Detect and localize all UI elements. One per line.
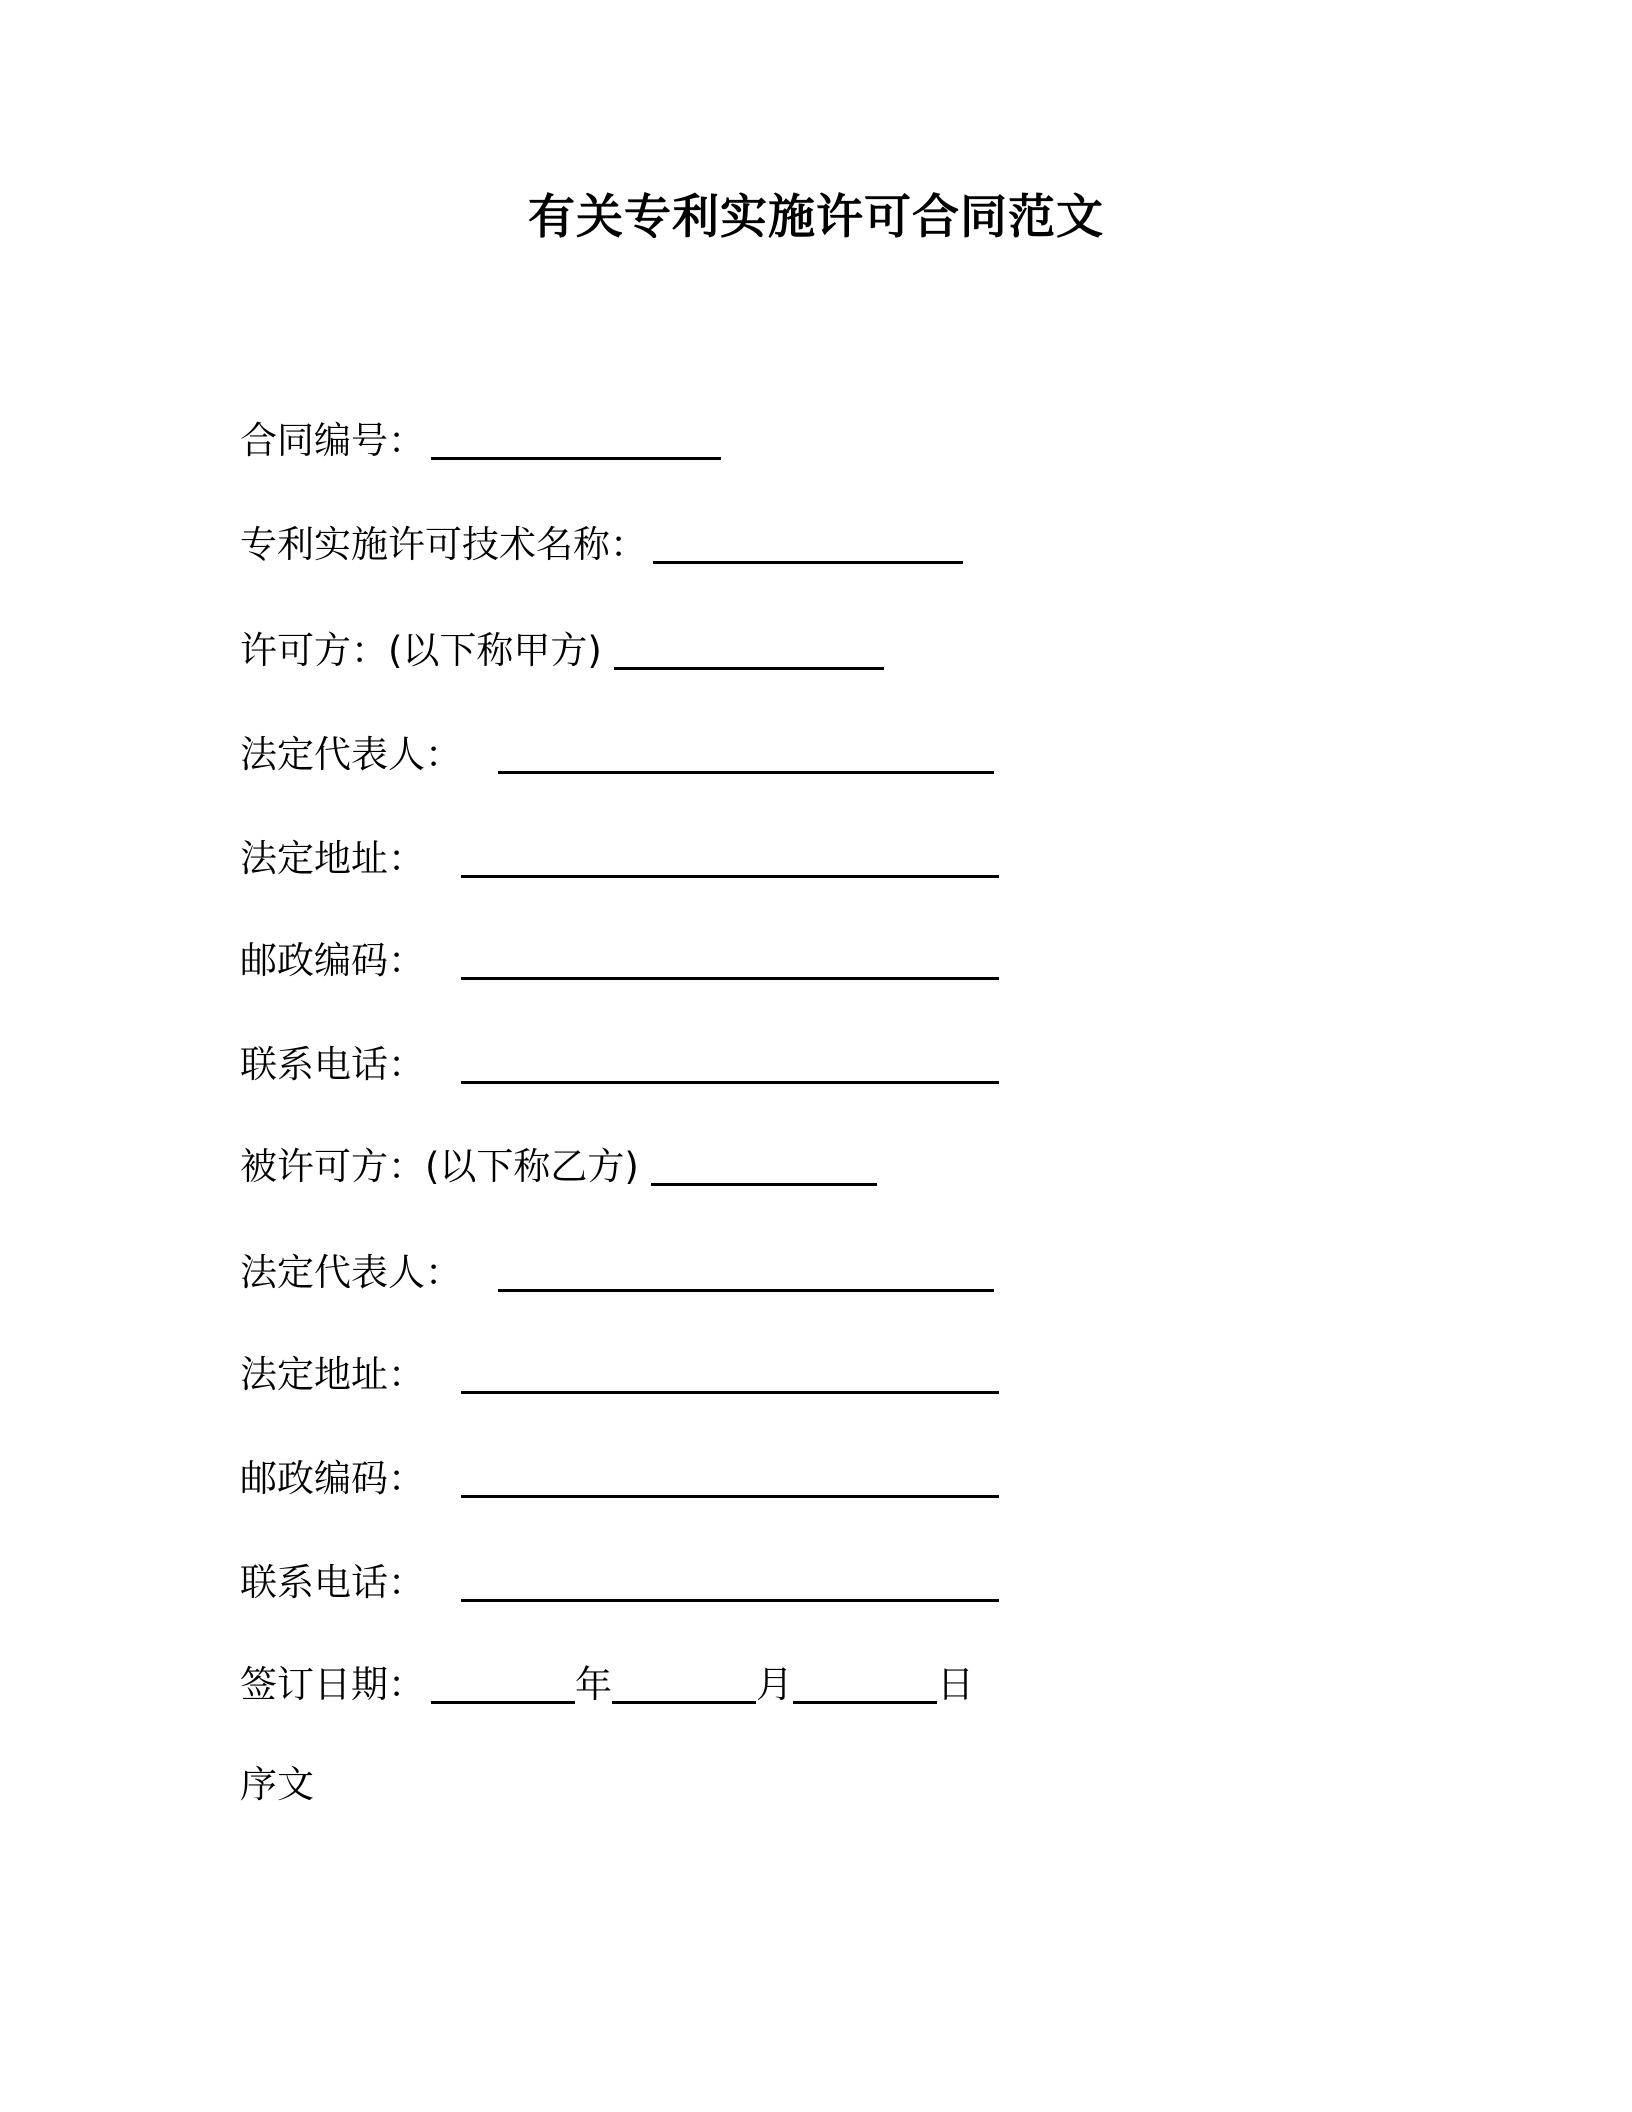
- sign-day-blank[interactable]: [793, 1661, 937, 1704]
- licensor-postcode-blank[interactable]: [461, 937, 999, 980]
- licensee-rep-field: [240, 1244, 994, 1298]
- sign-date-field: [240, 1656, 974, 1710]
- licensee-address-label: 法定地址：: [240, 1353, 425, 1396]
- licensor-address-field: [240, 830, 999, 884]
- licensor-rep-field: [240, 726, 994, 780]
- contract-number-label: 合同编号：: [240, 419, 425, 462]
- licensee-blank[interactable]: [651, 1143, 877, 1186]
- sign-year-blank[interactable]: [431, 1661, 575, 1704]
- year-label: 年: [575, 1663, 612, 1706]
- licensee-field: [240, 1138, 877, 1192]
- preface-heading: 序文: [240, 1763, 314, 1806]
- day-label: 日: [937, 1663, 974, 1706]
- sign-month-blank[interactable]: [612, 1661, 756, 1704]
- licensor-postcode-label: 邮政编码：: [240, 939, 425, 982]
- licensee-rep-blank[interactable]: [498, 1249, 994, 1292]
- licensee-postcode-label: 邮政编码：: [240, 1457, 425, 1500]
- licensor-label: 许可方：(以下称甲方): [240, 629, 602, 672]
- licensor-address-blank[interactable]: [461, 835, 999, 878]
- licensor-rep-label: 法定代表人：: [240, 733, 462, 776]
- licensor-phone-label: 联系电话：: [240, 1043, 425, 1086]
- licensee-address-field: [240, 1346, 999, 1400]
- licensee-phone-field: [240, 1554, 999, 1608]
- month-label: 月: [756, 1663, 793, 1706]
- licensee-rep-label: 法定代表人：: [240, 1251, 462, 1294]
- licensee-address-blank[interactable]: [461, 1351, 999, 1394]
- licensee-postcode-blank[interactable]: [461, 1455, 999, 1498]
- licensor-blank[interactable]: [614, 627, 884, 670]
- licensee-phone-label: 联系电话：: [240, 1561, 425, 1604]
- licensor-rep-blank[interactable]: [498, 731, 994, 774]
- licensor-address-label: 法定地址：: [240, 837, 425, 880]
- licensor-postcode-field: [240, 932, 999, 986]
- licensor-field: [240, 622, 884, 676]
- licensee-postcode-field: [240, 1450, 999, 1504]
- tech-name-label: 专利实施许可技术名称：: [240, 523, 647, 566]
- licensee-phone-blank[interactable]: [461, 1559, 999, 1602]
- tech-name-blank[interactable]: [653, 521, 963, 564]
- licensee-label: 被许可方：(以下称乙方): [240, 1145, 639, 1188]
- contract-number-field: [240, 412, 721, 466]
- tech-name-field: [240, 516, 963, 570]
- sign-date-label: 签订日期：: [240, 1663, 425, 1706]
- document-title: 有关专利实施许可合同范文: [528, 190, 1104, 245]
- contract-number-blank[interactable]: [431, 417, 721, 460]
- licensor-phone-blank[interactable]: [461, 1041, 999, 1084]
- licensor-phone-field: [240, 1036, 999, 1090]
